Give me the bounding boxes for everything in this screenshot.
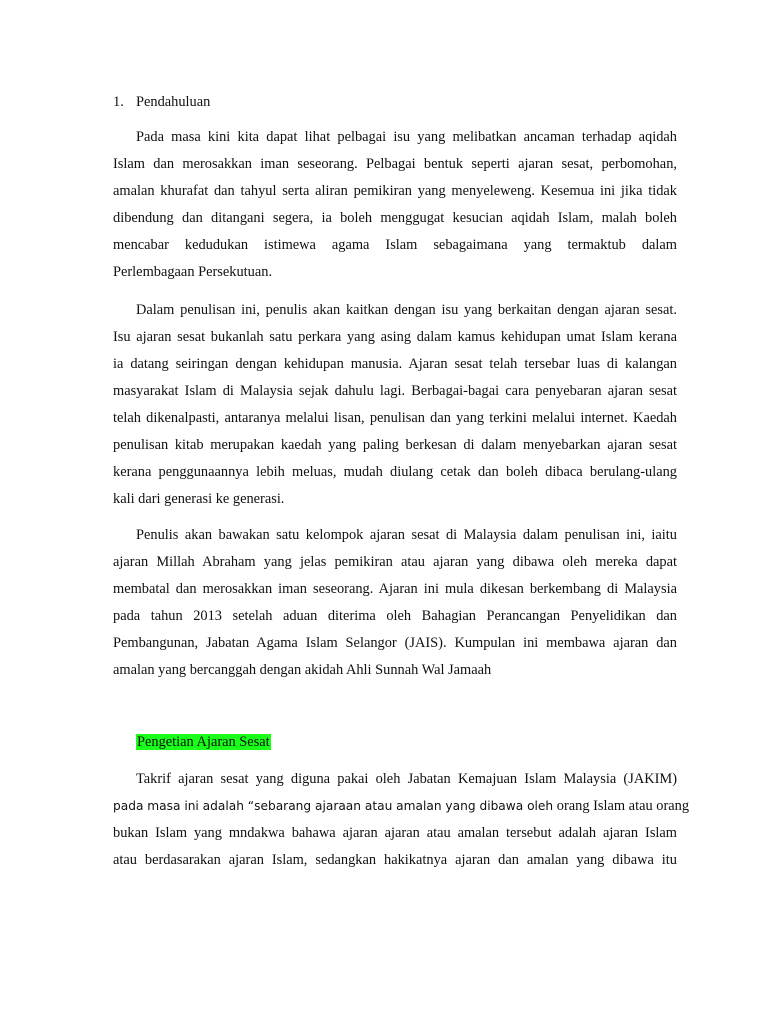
paragraph-line: mencabar kedudukan istimewa agama Islam sebagaimana yang termaktub dalam — [113, 237, 677, 253]
paragraph-line: penulisan kitab merupakan kaedah yang paling berkesan di dalam menyebarkan ajaran sesat — [113, 437, 677, 453]
paragraph-line: pada tahun 2013 setelah aduan diterima oleh Bahagian Perancangan Penyelidikan dan — [113, 608, 677, 624]
paragraph-line: kerana penggunaannya lebih meluas, mudah diulang cetak dan boleh dibaca berulang-ulang — [113, 464, 677, 480]
paragraph-1 — [113, 127, 677, 289]
serif-text-run: orang Islam atau orang — [553, 798, 690, 814]
paragraph-2 — [113, 300, 677, 516]
paragraph-line: Isu ajaran sesat bukanlah satu perkara yang asing dalam kamus kehidupan umat Islam kerana — [113, 329, 677, 345]
paragraph-line: Dalam penulisan ini, penulis akan kaitkan dengan isu yang berkaitan dengan ajaran sesat. — [136, 302, 677, 318]
paragraph-line: Penulis akan bawakan satu kelompok ajaran sesat di Malaysia dalam penulisan ini, iaitu — [136, 527, 677, 543]
paragraph-line: telah dikenalpasti, antaranya melalui lisan, penulisan dan yang terkini melalui internet. Kaedah — [113, 410, 677, 426]
paragraph-line: dibendung dan ditangani segera, ia boleh menggugat kesucian aqidah Islam, malah boleh — [113, 210, 677, 226]
paragraph-line: atau berdasarakan ajaran Islam, sedangkan hakikatnya ajaran dan amalan yang dibawa itu — [113, 852, 677, 868]
highlighted-subheading-text: Pengetian Ajaran Sesat — [137, 734, 270, 750]
paragraph-line: Perlembagaan Persekutuan. — [113, 264, 273, 280]
paragraph-line: amalan yang bercanggah dengan akidah Ahli Sunnah Wal Jamaah — [113, 662, 492, 678]
paragraph-line: ajaran Millah Abraham yang jelas pemikiran atau ajaran yang dibawa oleh mereka dapat — [113, 554, 677, 570]
paragraph-line: amalan khurafat dan tahyul serta aliran pemikiran yang menyeleweng. Kesemua ini jika tidak — [113, 183, 677, 199]
section-title: Pendahuluan — [136, 94, 211, 110]
paragraph-line: kali dari generasi ke generasi. — [113, 491, 285, 507]
section-heading — [113, 92, 210, 112]
paragraph-line: bukan Islam yang mndakwa bahawa ajaran ajaran atau amalan tersebut adalah ajaran Islam — [113, 825, 677, 841]
paragraph-line: Pada masa kini kita dapat lihat pelbagai isu yang melibatkan ancaman terhadap aqidah — [136, 129, 677, 145]
paragraph-line: membatal dan merosakkan iman seseorang. Ajaran ini mula dikesan berkembang di Malaysia — [113, 581, 677, 597]
paragraph-line: Islam dan merosakkan iman seseorang. Pelbagai bentuk seperti ajaran sesat, perbomohan, — [113, 156, 677, 172]
paragraph-3 — [113, 525, 677, 687]
sans-text-run: pada masa ini adalah “sebarang ajaraan atau amalan yang dibawa oleh — [113, 799, 554, 813]
subheading — [136, 732, 271, 752]
paragraph-line: Takrif ajaran sesat yang diguna pakai oleh Jabatan Kemajuan Islam Malaysia (JAKIM) — [136, 771, 677, 787]
paragraph-line: ia datang seiringan dengan kehidupan manusia. Ajaran sesat telah tersebar luas di kalangan — [113, 356, 677, 372]
paragraph-4 — [113, 769, 690, 877]
section-number: 1. — [113, 94, 124, 110]
paragraph-line: Pembangunan, Jabatan Agama Islam Selangor (JAIS). Kumpulan ini membawa ajaran dan — [113, 635, 677, 651]
paragraph-line: masyarakat Islam di Malaysia sejak dahulu lagi. Berbagai-bagai cara penyebaran ajaran sesat — [113, 383, 677, 399]
paragraph-line-mixed — [113, 796, 690, 823]
